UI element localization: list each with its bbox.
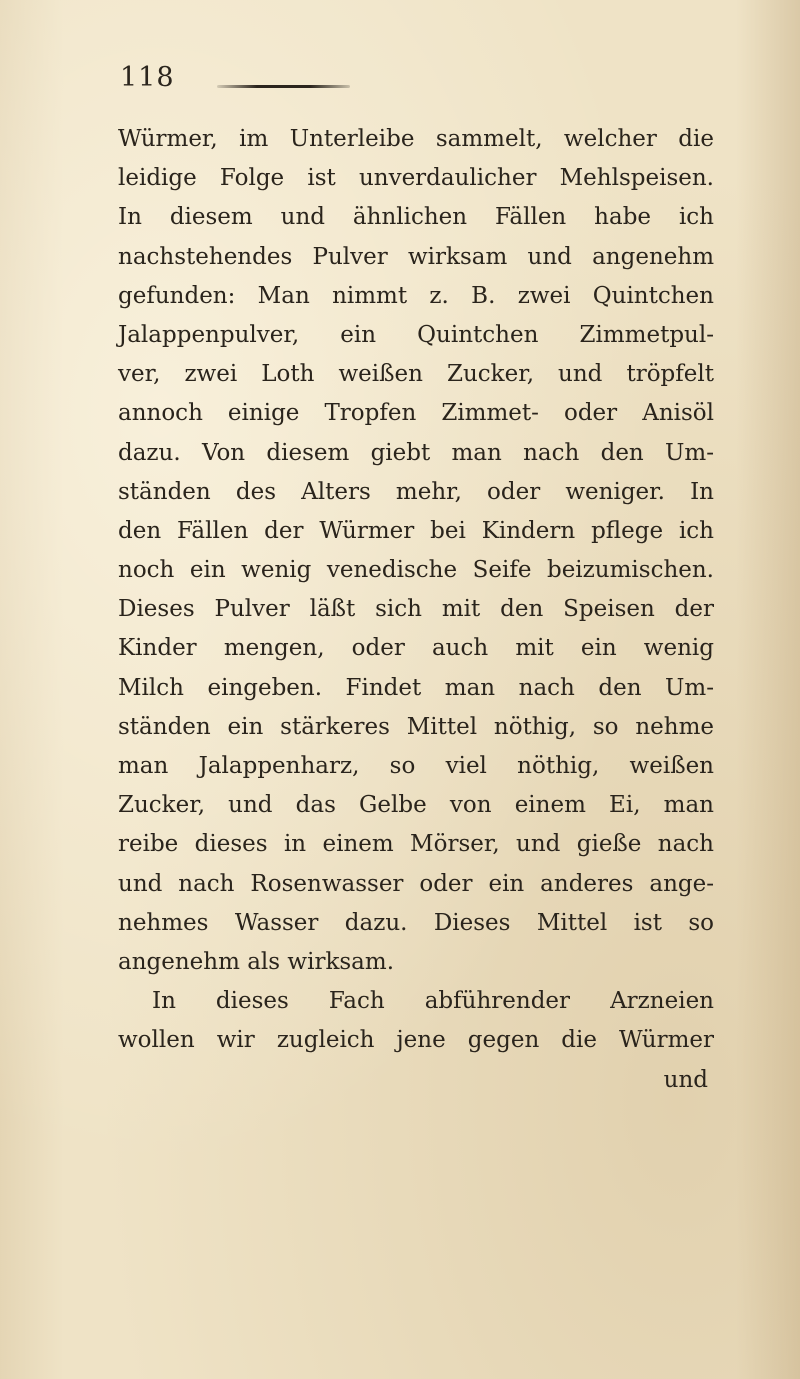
text-line: annoch einige Tropfen Zimmet- oder Anisöl (118, 400, 714, 427)
catchword: und (663, 1066, 708, 1093)
text-line: Kinder mengen, oder auch mit ein wenig (118, 635, 714, 662)
text-line: Dieses Pulver läßt sich mit den Speisen der (118, 596, 714, 623)
text-line: man Jalappenharz, so viel nöthig, weißen (118, 753, 714, 779)
text-line: nehmes Wasser dazu. Dieses Mittel ist so (118, 909, 714, 936)
text-line: Milch eingeben. Findet man nach den Um- (118, 674, 714, 701)
text-line: noch ein wenig venedische Seife beizumischen. (118, 557, 714, 584)
paragraph-start-line: In dieses Fach abführender Arzneien (152, 988, 714, 1015)
page-header (120, 62, 540, 102)
page-number: 118 (120, 62, 175, 93)
text-line: wollen wir zugleich jene gegen die Würmer (118, 1027, 714, 1054)
text-line: Jalappenpulver, ein Quintchen Zimmetpul- (118, 321, 714, 348)
text-line: ver, zwei Loth weißen Zucker, und tröpfelt (118, 361, 714, 388)
text-line: reibe dieses in einem Mörser, und gieße nach (118, 831, 714, 858)
body-text (118, 120, 714, 1100)
paragraph-end-line: angenehm als wirksam. (118, 948, 395, 975)
text-line: Würmer, im Unterleibe sammelt, welcher die (118, 126, 714, 152)
text-line: In diesem und ähnlichen Fällen habe ich (118, 204, 714, 231)
text-line: Zucker, und das Gelbe von einem Ei, man (118, 792, 714, 819)
text-line: ständen ein stärkeres Mittel nöthig, so nehme (118, 713, 714, 740)
text-line: gefunden: Man nimmt z. B. zwei Quintchen (118, 282, 714, 309)
text-line: den Fällen der Würmer bei Kindern pflege ich (118, 517, 714, 544)
text-line: leidige Folge ist unverdaulicher Mehlspeisen. (118, 165, 714, 192)
header-rule (217, 85, 350, 88)
text-line: nachstehendes Pulver wirksam und angenehm (118, 243, 714, 270)
text-line: und nach Rosenwasser oder ein anderes ange- (118, 870, 714, 897)
text-line: ständen des Alters mehr, oder weniger. In (118, 478, 714, 505)
text-line: dazu. Von diesem giebt man nach den Um- (118, 439, 714, 466)
